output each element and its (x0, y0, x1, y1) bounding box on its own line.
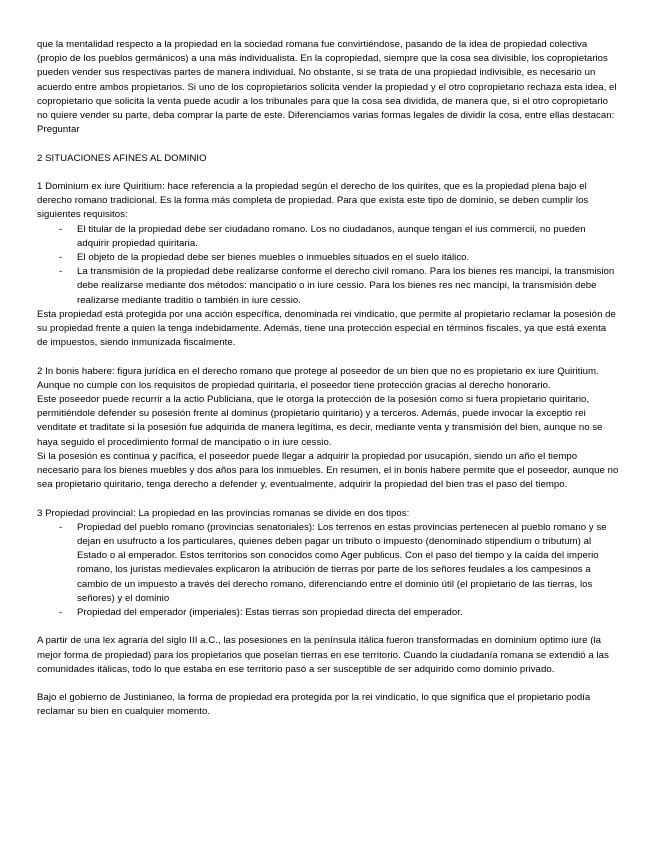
dash-bullet: - (59, 266, 63, 278)
in-bonis-paragraph-1: 2 In bonis habere: figura jurídica en el derecho romano que protege al poseedor de un bien que no es propietario ex iure Quiritium. Aunque no cumple con los requisitos de propiedad quiritaria, el poseedor tiene protección gracias al derecho honorario. (37, 365, 599, 391)
list-item-text: El titular de la propiedad debe ser ciudadano romano. Los no ciudadanos, aunque tengan el ius commercii, no pueden adquirir propiedad quiritaria. (77, 223, 586, 249)
list-item-text: Propiedad del emperador (imperiales): Estas tierras son propiedad directa del emperador. (77, 607, 463, 619)
in-bonis-paragraph-3: Si la posesión es continua y pacífica, el poseedor puede llegar a adquirir la propiedad por usucapión, siendo un año el tiempo necesario para los bienes muebles y dos años para los inmuebles. En resumen, el in bonis habere permite que el poseedor, aunque no sea propietario quiritario, tenga derecho a defender y, eventualmente, adquirir la propiedad del bien tras el paso del tiempo. (37, 450, 619, 491)
list-item (37, 251, 619, 265)
intro-note: Preguntar (37, 124, 80, 136)
dash-bullet: - (59, 607, 63, 619)
dominium-closing: Esta propiedad está protegida por una acción específica, denominada rei vindicatio, que permite al propietario reclamar la posesión de su propiedad frente a quien la tenga indebidamente. Además, tiene una protección especial en términos fiscales, ya que está exenta de impuestos, siendo inmunizada fiscalmente. (37, 308, 616, 349)
dash-bullet: - (59, 521, 63, 533)
provincial-intro: 3 Propiedad provincial: La propiedad en las provincias romanas se divide en dos tipos: (37, 507, 410, 519)
list-item-text: La transmisión de la propiedad debe realizarse conforme el derecho civil romano. Para los bienes res mancipi, la transmision debe realizarse mediante dos métodos: mancipatio o in iure cessio. Para los bienes res nec mancipi, la transmisión debe realizarse mediante traditio o también in iure cessio. (77, 266, 615, 306)
dominium-intro: 1 Dominium ex iure Quiritium: hace referencia a la propiedad según el derecho de los quirites, que es la propiedad plena bajo el derecho romano tradicional. Es la forma más completa de propiedad. Para que exista este tipo de dominio, se deben cumplir los siguientes requisitos: (37, 181, 589, 221)
list-item (37, 606, 619, 620)
provincial-types-list (37, 521, 619, 620)
spacer (37, 350, 619, 364)
dominium-requirements-list (37, 223, 619, 308)
list-item-text: Propiedad del pueblo romano (provincias senatoriales): Los terrenos en estas provincias pertenecen al pueblo romano y se dejan en usufructo a los particulares, quienes deben pagar un tributo o impuesto (denominado stipendium o tributum) al Estado o al emperador. Estos territorios son conocidos como Ager publicus. Con el paso del tiempo y la caída del imperio romano, los juristas medievales explicaron la atribución de tierras por parte de los señores feudales a los campesinos a cambio de un impuesto a través del derecho romano, diferenciando entre el dominio útil (el propietario de las tierras, los señores) y el dominio (77, 521, 607, 604)
spacer (37, 677, 619, 691)
list-item-text: El objeto de la propiedad debe ser bienes muebles o inmuebles situados en el suelo itálico. (77, 252, 470, 264)
document-page (37, 38, 619, 720)
intro-paragraph: que la mentalidad respecto a la propiedad en la sociedad romana fue convirtiéndose, pasando de la idea de propiedad colectiva (propio de los pueblos germánicos) a una más individualista. En la copropiedad, siempre que la cosa sea divisible, los copropietarios pueden vender sus respectivas partes de manera individual. No obstante, si se trata de una propiedad indivisible, es necesario un acuerdo entre ambos propietarios. Si uno de los copropietarios solicita vender la propiedad y el otro copropietario rechaza esta idea, el copropietario que solicita la venta puede acudir a los tribunales para que la cosa sea dividida, de manera que, si el otro copropietario no quiere vender su parte, deba comprar la parte de este. Diferenciamos varias formas legales de dividir la cosa, entre ellas destacan: (37, 39, 617, 122)
lex-agraria-paragraph: A partir de una lex agraria del siglo III a.C., las posesiones en la península itálica fueron transformadas en dominium optimo iure (la mejor forma de propiedad) para los propietarios que poseían tierras en ese territorio. Cuando la ciudadanía romana se extendió a las comunidades itálicas, todo lo que estaba en ese territorio pasó a ser susceptible de ser adquirido como dominio privado. (37, 635, 609, 675)
in-bonis-paragraph-2: Este poseedor puede recurrir a la actio Publiciana, que le otorga la protección de la posesión como si fuera propietario quiritario, permitiéndole defender su posesión frente al dominus (propietario quiritario) y a terceros. Además, puede invocar la exceptio rei venditate et traditate si la posesión fue adquirida de manera legítima, es decir, mediante venta y transmisión del bien, aunque no se haya seguido el procedimiento formal de mancipatio o in iure cessio. (37, 394, 603, 448)
section-heading: 2 SITUACIONES AFINES AL DOMINIO (37, 152, 207, 164)
spacer (37, 620, 619, 634)
dash-bullet: - (59, 252, 63, 264)
justiniano-paragraph: Bajo el gobierno de Justinianeo, la forma de propiedad era protegida por la rei vindicatio, lo que significa que el propietario podía reclamar su bien en cualquier momento. (37, 692, 591, 718)
dash-bullet: - (59, 223, 63, 235)
spacer (37, 137, 619, 151)
spacer (37, 166, 619, 180)
list-item (37, 223, 619, 251)
list-item (37, 265, 619, 308)
spacer (37, 492, 619, 506)
list-item (37, 521, 619, 606)
